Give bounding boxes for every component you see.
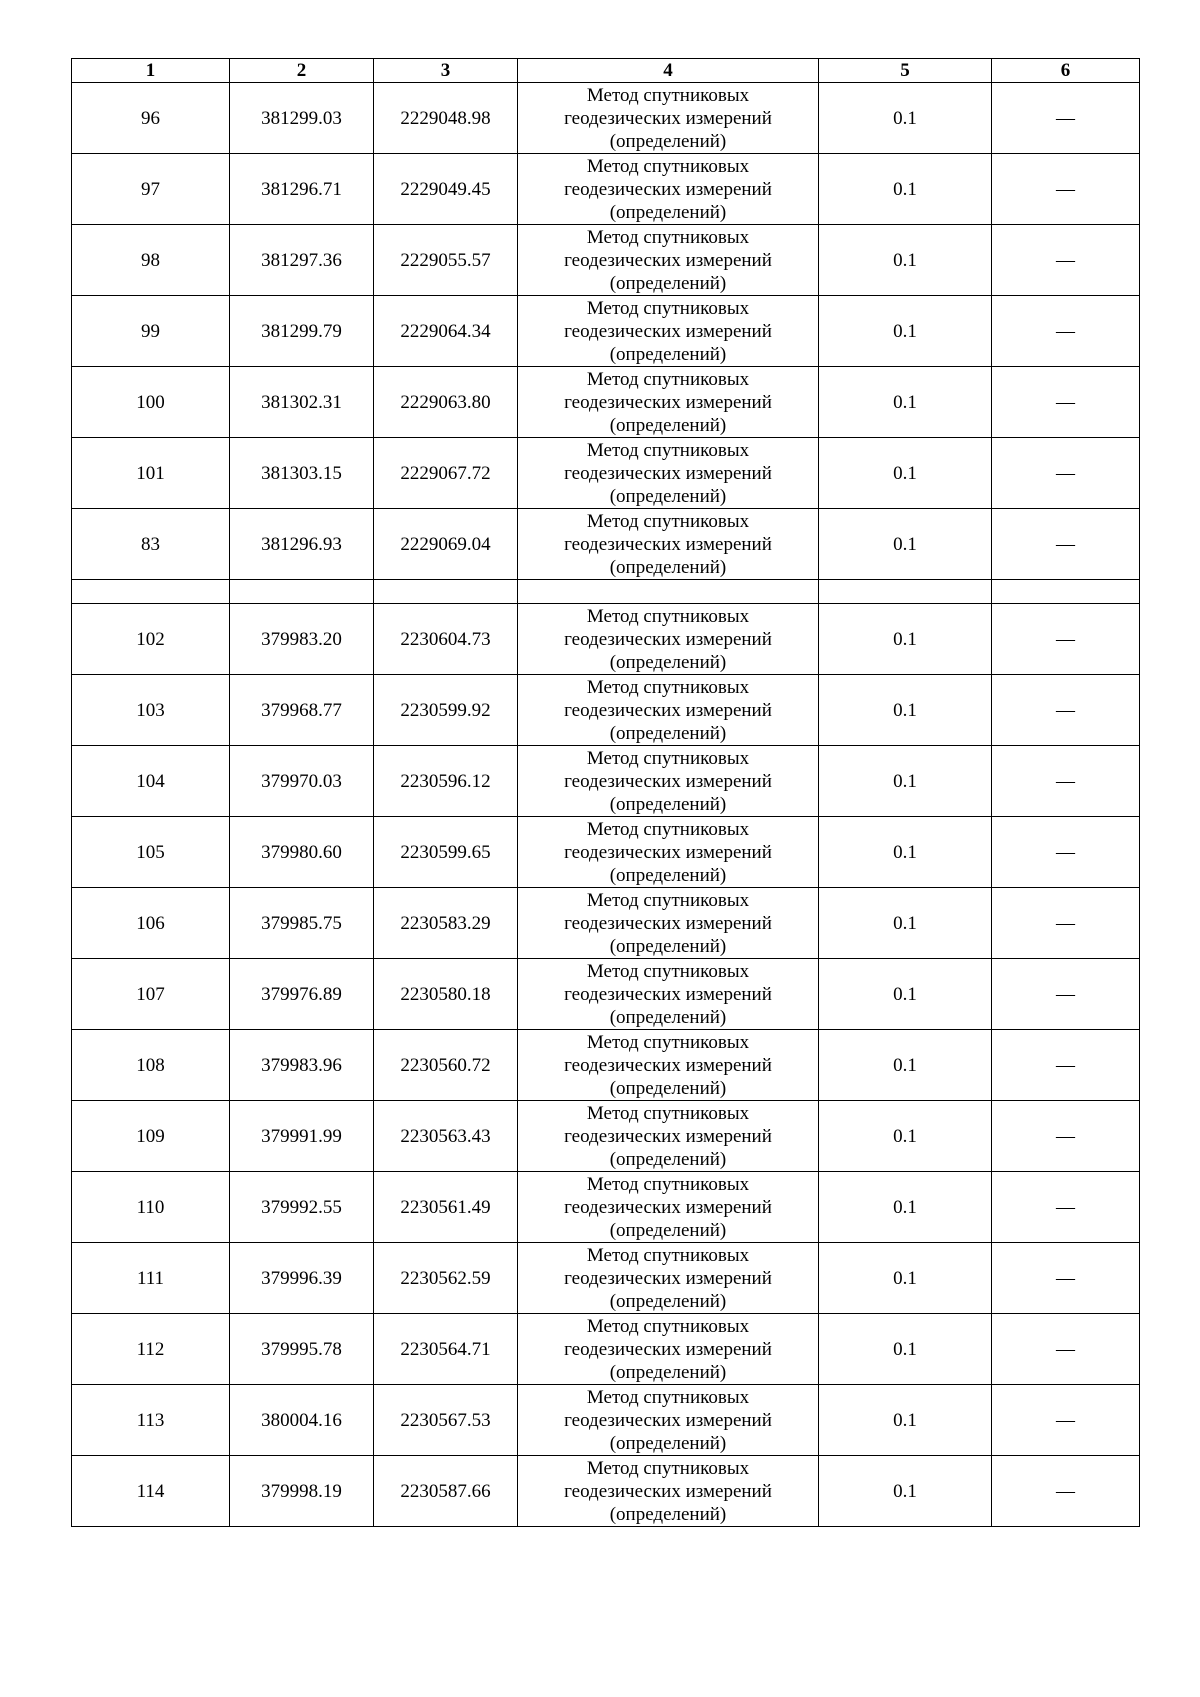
x-coordinate-cell: 379998.19 (230, 1456, 374, 1527)
description-cell: — (992, 746, 1140, 817)
precision-cell: 0.1 (819, 83, 992, 154)
method-line: геодезических измерений (564, 699, 772, 721)
method-line: Метод спутниковых (586, 1031, 750, 1053)
blank-cell (992, 580, 1140, 604)
x-coordinate-cell: 381299.79 (230, 296, 374, 367)
method-line: Метод спутниковых (586, 297, 750, 319)
precision-cell: 0.1 (819, 438, 992, 509)
x-coordinate-cell: 379996.39 (230, 1243, 374, 1314)
method-cell (518, 1314, 819, 1385)
method-line: геодезических измерений (564, 1480, 772, 1502)
method-line: геодезических измерений (564, 1267, 772, 1289)
method-cell (518, 1030, 819, 1101)
table-row (72, 959, 1140, 1030)
x-coordinate-cell: 380004.16 (230, 1385, 374, 1456)
description-cell: — (992, 296, 1140, 367)
table-row (72, 888, 1140, 959)
description-cell: — (992, 438, 1140, 509)
method-line: Метод спутниковых (586, 818, 750, 840)
method-line: Метод спутниковых (586, 510, 750, 532)
precision-cell: 0.1 (819, 1314, 992, 1385)
method-line: (определений) (609, 1077, 727, 1099)
method-line: Метод спутниковых (586, 368, 750, 390)
table-row (72, 225, 1140, 296)
y-coordinate-cell: 2229069.04 (374, 509, 518, 580)
y-coordinate-cell: 2229064.34 (374, 296, 518, 367)
method-cell (518, 1101, 819, 1172)
blank-cell (230, 580, 374, 604)
description-cell: — (992, 1456, 1140, 1527)
method-cell (518, 509, 819, 580)
description-cell: — (992, 1030, 1140, 1101)
precision-cell: 0.1 (819, 1456, 992, 1527)
method-line: (определений) (609, 130, 727, 152)
x-coordinate-cell: 379976.89 (230, 959, 374, 1030)
x-coordinate-cell: 379980.60 (230, 817, 374, 888)
x-coordinate-cell: 381297.36 (230, 225, 374, 296)
column-header-6: 6 (992, 59, 1140, 83)
method-line: геодезических измерений (564, 1196, 772, 1218)
method-line: геодезических измерений (564, 320, 772, 342)
method-line: Метод спутниковых (586, 1315, 750, 1337)
description-cell: — (992, 154, 1140, 225)
table-row (72, 1385, 1140, 1456)
method-line: Метод спутниковых (586, 1457, 750, 1479)
method-line: Метод спутниковых (586, 676, 750, 698)
description-cell: — (992, 1101, 1140, 1172)
method-line: (определений) (609, 1006, 727, 1028)
method-line: (определений) (609, 343, 727, 365)
method-line: (определений) (609, 651, 727, 673)
method-line: Метод спутниковых (586, 1102, 750, 1124)
x-coordinate-cell: 381299.03 (230, 83, 374, 154)
method-line: геодезических измерений (564, 107, 772, 129)
x-coordinate-cell: 381296.71 (230, 154, 374, 225)
precision-cell: 0.1 (819, 367, 992, 438)
table-row (72, 296, 1140, 367)
point-number-cell: 108 (72, 1030, 230, 1101)
point-number-cell: 106 (72, 888, 230, 959)
method-cell (518, 746, 819, 817)
description-cell: — (992, 83, 1140, 154)
method-line: Метод спутниковых (586, 155, 750, 177)
point-number-cell: 109 (72, 1101, 230, 1172)
precision-cell: 0.1 (819, 1101, 992, 1172)
method-cell (518, 367, 819, 438)
point-number-cell: 105 (72, 817, 230, 888)
method-cell (518, 817, 819, 888)
y-coordinate-cell: 2230599.65 (374, 817, 518, 888)
method-line: (определений) (609, 556, 727, 578)
table-row (72, 509, 1140, 580)
table-row (72, 1243, 1140, 1314)
x-coordinate-cell: 379968.77 (230, 675, 374, 746)
precision-cell: 0.1 (819, 604, 992, 675)
table-row (72, 83, 1140, 154)
description-cell: — (992, 1314, 1140, 1385)
point-number-cell: 98 (72, 225, 230, 296)
y-coordinate-cell: 2229063.80 (374, 367, 518, 438)
y-coordinate-cell: 2229055.57 (374, 225, 518, 296)
method-line: (определений) (609, 793, 727, 815)
method-line: (определений) (609, 1219, 727, 1241)
precision-cell: 0.1 (819, 1385, 992, 1456)
blank-cell (518, 580, 819, 604)
table-body (72, 83, 1140, 1527)
table-row (72, 1030, 1140, 1101)
y-coordinate-cell: 2230567.53 (374, 1385, 518, 1456)
method-cell (518, 225, 819, 296)
method-line: геодезических измерений (564, 983, 772, 1005)
x-coordinate-cell: 379992.55 (230, 1172, 374, 1243)
description-cell: — (992, 225, 1140, 296)
precision-cell: 0.1 (819, 1243, 992, 1314)
method-line: (определений) (609, 1148, 727, 1170)
method-cell (518, 604, 819, 675)
y-coordinate-cell: 2230583.29 (374, 888, 518, 959)
table-row (72, 1456, 1140, 1527)
method-line: Метод спутниковых (586, 439, 750, 461)
table-row (72, 675, 1140, 746)
column-header-1: 1 (72, 59, 230, 83)
point-number-cell: 103 (72, 675, 230, 746)
point-number-cell: 113 (72, 1385, 230, 1456)
y-coordinate-cell: 2229067.72 (374, 438, 518, 509)
y-coordinate-cell: 2230596.12 (374, 746, 518, 817)
x-coordinate-cell: 379985.75 (230, 888, 374, 959)
description-cell: — (992, 509, 1140, 580)
method-line: геодезических измерений (564, 1409, 772, 1431)
header-row (72, 59, 1140, 83)
y-coordinate-cell: 2229048.98 (374, 83, 518, 154)
method-line: (определений) (609, 935, 727, 957)
point-number-cell: 114 (72, 1456, 230, 1527)
method-cell (518, 83, 819, 154)
method-line: (определений) (609, 1361, 727, 1383)
description-cell: — (992, 1172, 1140, 1243)
y-coordinate-cell: 2230564.71 (374, 1314, 518, 1385)
precision-cell: 0.1 (819, 817, 992, 888)
table-row (72, 438, 1140, 509)
table-row (72, 367, 1140, 438)
precision-cell: 0.1 (819, 1172, 992, 1243)
table-row (72, 1172, 1140, 1243)
description-cell: — (992, 1243, 1140, 1314)
table-row (72, 817, 1140, 888)
method-line: геодезических измерений (564, 628, 772, 650)
y-coordinate-cell: 2230599.92 (374, 675, 518, 746)
method-line: Метод спутниковых (586, 1244, 750, 1266)
method-line: геодезических измерений (564, 912, 772, 934)
column-header-3: 3 (374, 59, 518, 83)
y-coordinate-cell: 2230562.59 (374, 1243, 518, 1314)
point-number-cell: 99 (72, 296, 230, 367)
method-line: Метод спутниковых (586, 747, 750, 769)
x-coordinate-cell: 379995.78 (230, 1314, 374, 1385)
method-line: (определений) (609, 414, 727, 436)
description-cell: — (992, 1385, 1140, 1456)
method-cell (518, 888, 819, 959)
blank-cell (374, 580, 518, 604)
y-coordinate-cell: 2230604.73 (374, 604, 518, 675)
point-number-cell: 110 (72, 1172, 230, 1243)
point-number-cell: 101 (72, 438, 230, 509)
blank-cell (819, 580, 992, 604)
method-line: геодезических измерений (564, 841, 772, 863)
method-cell (518, 1243, 819, 1314)
method-cell (518, 296, 819, 367)
precision-cell: 0.1 (819, 675, 992, 746)
method-line: (определений) (609, 1290, 727, 1312)
y-coordinate-cell: 2230561.49 (374, 1172, 518, 1243)
table-row (72, 746, 1140, 817)
method-line: Метод спутниковых (586, 1386, 750, 1408)
blank-cell (72, 580, 230, 604)
table-row (72, 154, 1140, 225)
description-cell: — (992, 604, 1140, 675)
description-cell: — (992, 675, 1140, 746)
blank-separator-row (72, 580, 1140, 604)
precision-cell: 0.1 (819, 888, 992, 959)
point-number-cell: 111 (72, 1243, 230, 1314)
method-line: геодезических измерений (564, 249, 772, 271)
point-number-cell: 97 (72, 154, 230, 225)
point-number-cell: 96 (72, 83, 230, 154)
y-coordinate-cell: 2230587.66 (374, 1456, 518, 1527)
y-coordinate-cell: 2229049.45 (374, 154, 518, 225)
method-cell (518, 675, 819, 746)
y-coordinate-cell: 2230560.72 (374, 1030, 518, 1101)
precision-cell: 0.1 (819, 225, 992, 296)
method-line: (определений) (609, 272, 727, 294)
method-line: (определений) (609, 722, 727, 744)
method-cell (518, 1456, 819, 1527)
method-line: геодезических измерений (564, 1054, 772, 1076)
column-header-2: 2 (230, 59, 374, 83)
method-line: Метод спутниковых (586, 1173, 750, 1195)
description-cell: — (992, 888, 1140, 959)
method-cell (518, 1172, 819, 1243)
precision-cell: 0.1 (819, 959, 992, 1030)
method-cell (518, 438, 819, 509)
method-line: Метод спутниковых (586, 84, 750, 106)
x-coordinate-cell: 381302.31 (230, 367, 374, 438)
x-coordinate-cell: 379970.03 (230, 746, 374, 817)
precision-cell: 0.1 (819, 746, 992, 817)
method-line: (определений) (609, 1432, 727, 1454)
y-coordinate-cell: 2230563.43 (374, 1101, 518, 1172)
y-coordinate-cell: 2230580.18 (374, 959, 518, 1030)
x-coordinate-cell: 379983.20 (230, 604, 374, 675)
method-line: геодезических измерений (564, 770, 772, 792)
method-line: (определений) (609, 485, 727, 507)
table-row (72, 1101, 1140, 1172)
description-cell: — (992, 959, 1140, 1030)
table-row (72, 1314, 1140, 1385)
method-line: Метод спутниковых (586, 960, 750, 982)
point-number-cell: 102 (72, 604, 230, 675)
precision-cell: 0.1 (819, 509, 992, 580)
method-line: геодезических измерений (564, 462, 772, 484)
point-number-cell: 100 (72, 367, 230, 438)
x-coordinate-cell: 379991.99 (230, 1101, 374, 1172)
method-cell (518, 1385, 819, 1456)
method-line: геодезических измерений (564, 533, 772, 555)
description-cell: — (992, 367, 1140, 438)
column-header-5: 5 (819, 59, 992, 83)
method-line: (определений) (609, 864, 727, 886)
coordinates-table (71, 58, 1140, 1527)
table-row (72, 604, 1140, 675)
method-cell (518, 154, 819, 225)
method-line: Метод спутниковых (586, 226, 750, 248)
x-coordinate-cell: 381303.15 (230, 438, 374, 509)
precision-cell: 0.1 (819, 1030, 992, 1101)
x-coordinate-cell: 381296.93 (230, 509, 374, 580)
column-header-4: 4 (518, 59, 819, 83)
method-line: Метод спутниковых (586, 889, 750, 911)
method-line: (определений) (609, 201, 727, 223)
method-line: (определений) (609, 1503, 727, 1525)
method-cell (518, 959, 819, 1030)
description-cell: — (992, 817, 1140, 888)
precision-cell: 0.1 (819, 296, 992, 367)
method-line: геодезических измерений (564, 1125, 772, 1147)
precision-cell: 0.1 (819, 154, 992, 225)
method-line: геодезических измерений (564, 391, 772, 413)
point-number-cell: 112 (72, 1314, 230, 1385)
point-number-cell: 83 (72, 509, 230, 580)
method-line: геодезических измерений (564, 1338, 772, 1360)
point-number-cell: 107 (72, 959, 230, 1030)
method-line: геодезических измерений (564, 178, 772, 200)
method-line: Метод спутниковых (586, 605, 750, 627)
x-coordinate-cell: 379983.96 (230, 1030, 374, 1101)
point-number-cell: 104 (72, 746, 230, 817)
